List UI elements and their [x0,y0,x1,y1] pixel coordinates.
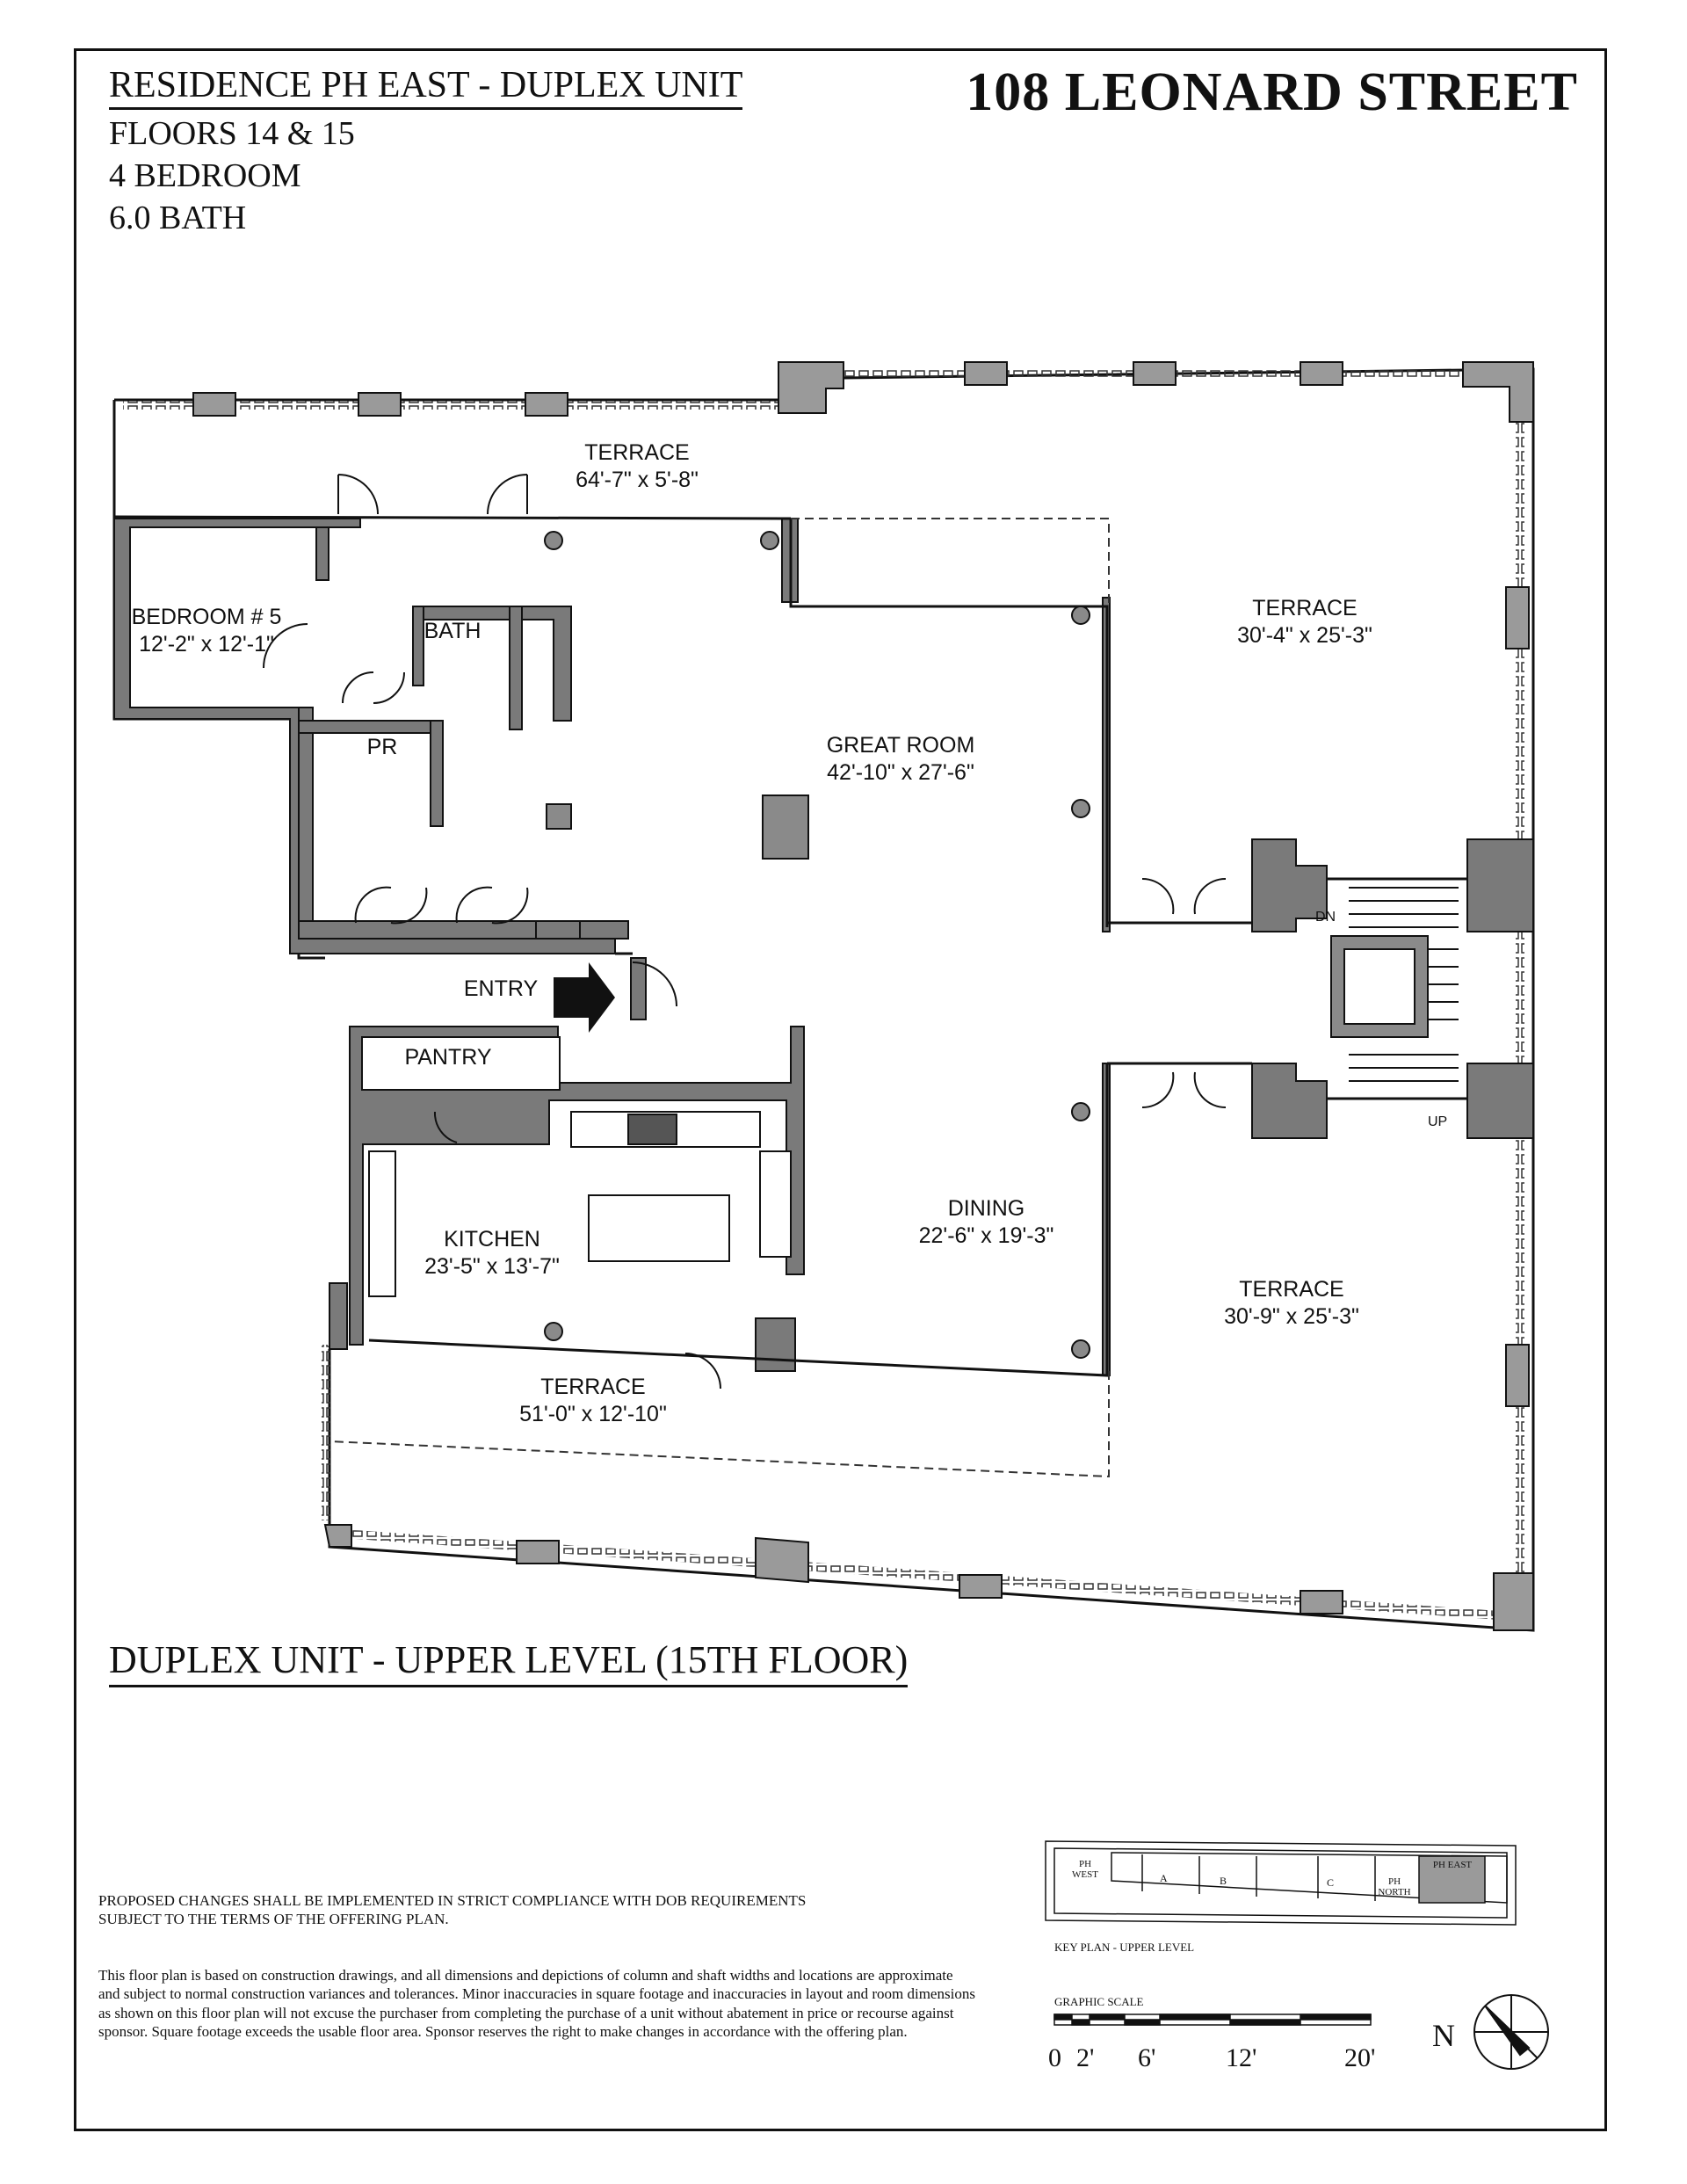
room-terrace-northeast: TERRACE 30'-4" x 25'-3" [1237,596,1372,649]
bedroom-count: 4 BEDROOM [109,157,301,194]
room-pantry: PANTRY [404,1045,492,1070]
bath-count: 6.0 BATH [109,200,247,236]
room-entry: ENTRY [463,976,539,1001]
north-label: N [1432,2018,1455,2053]
scale-label-20: 20' [1344,2043,1376,2072]
graphic-scale-bar [1054,2014,1371,2025]
key-plan-caption: KEY PLAN - UPPER LEVEL [1054,1941,1195,1954]
stair-down-label: DN [1315,910,1336,925]
scale-label-2: 2' [1076,2043,1095,2072]
scale-label-0: 0 [1048,2043,1061,2072]
entry-arrow [554,962,615,1033]
key-unit-c: C [1327,1876,1335,1889]
room-terrace-southeast: TERRACE 30'-9" x 25'-3" [1224,1277,1359,1330]
room-great-room: GREAT ROOM 42'-10" x 27'-6" [826,733,975,786]
room-kitchen: KITCHEN 23'-5" x 13'-7" [424,1227,560,1280]
room-terrace-north: TERRACE 64'-7" x 5'-8" [576,440,699,493]
key-unit-a: A [1160,1872,1168,1884]
residence-title: RESIDENCE PH EAST - DUPLEX UNIT [109,65,742,110]
key-unit-ph-east: PH EAST [1432,1860,1473,1870]
graphic-scale-caption: GRAPHIC SCALE [1054,1995,1144,2008]
plan-title: DUPLEX UNIT - UPPER LEVEL (15TH FLOOR) [109,1639,908,1687]
key-unit-ph-west: PH WEST [1072,1859,1098,1881]
disclaimer-note: This floor plan is based on construction drawings, and all dimensions and depictions of column and shaft widths and locations are approximate and subject to normal construction variances and tolerances. Minor inaccuracies in square footage and inaccuracies in layout and room dimensions as shown on this floor plan will not excuse the purchaser from completing the purchase of a unit without abatement in price or recourse against sponsor. Square footage exceeds the usable floor area. Sponsor reserves the right to make changes in accordance with the offering plan. [98,1967,975,2040]
building-name: 108 LEONARD STREET [966,62,1578,122]
stair-up-label: UP [1428,1114,1448,1129]
room-pr: PR [366,735,398,759]
room-bedroom-5: BEDROOM # 5 12'-2" x 12'-1" [131,605,282,657]
key-unit-b: B [1220,1875,1227,1887]
scale-label-6: 6' [1138,2043,1156,2072]
dob-note: PROPOSED CHANGES SHALL BE IMPLEMENTED IN STRICT COMPLIANCE WITH DOB REQUIREMENTS SUBJECT TO THE TERMS OF THE OFFERING PLAN. [98,1892,807,1928]
key-plan-diagram [1046,1841,1516,1925]
floors-label: FLOORS 14 & 15 [109,115,355,152]
dashed-lines [329,519,1109,1477]
room-dining: DINING 22'-6" x 19'-3" [918,1196,1054,1249]
window-bands [123,370,1524,1622]
room-terrace-south: TERRACE 51'-0" x 12'-10" [519,1375,667,1427]
scale-label-12: 12' [1226,2043,1257,2072]
room-bath: BATH [424,619,481,643]
key-unit-ph-north: PH NORTH [1378,1876,1411,1898]
north-arrow-icon [1474,1995,1548,2069]
